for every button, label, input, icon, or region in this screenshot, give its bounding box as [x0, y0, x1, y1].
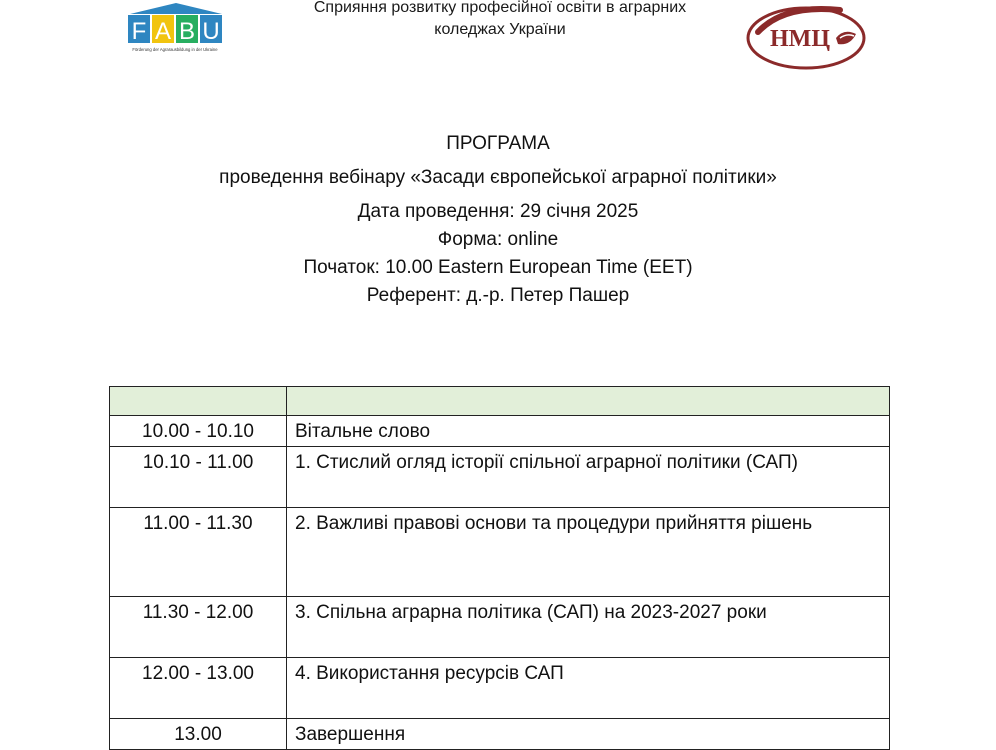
row-topic: 1. Стислий огляд історії спільної аграрної політики (САП)	[287, 447, 890, 508]
event-format: Форма: online	[437, 229, 559, 250]
table-row	[110, 719, 890, 750]
table-row	[110, 658, 890, 719]
fabu-letter-f: F	[131, 18, 147, 45]
fabu-logo	[124, 2, 228, 54]
row-topic: 4. Використання ресурсів САП	[287, 658, 890, 719]
fabu-letter-b: B	[178, 18, 196, 45]
table-row	[110, 416, 890, 447]
org-header-line1: Сприяння розвитку професійної освіти в аграрних	[313, 0, 687, 16]
nmc-book-icon	[836, 32, 856, 45]
program-heading: ПРОГРАМА	[446, 133, 550, 154]
row-topic: Завершення	[287, 719, 890, 750]
event-start: Початок: 10.00 Eastern European Time (EET)	[303, 257, 693, 278]
row-time: 13.00	[110, 719, 287, 750]
org-header-line2: коледжах України	[434, 21, 566, 38]
event-date: Дата проведення: 29 січня 2025	[357, 201, 639, 222]
row-time: 10.00 - 10.10	[110, 416, 287, 447]
row-time: 11.30 - 12.00	[110, 597, 287, 658]
table-header-time	[110, 387, 287, 416]
fabu-caption: Förderung der Agrarausbildung in der Ukraine	[132, 47, 218, 52]
row-topic: Вітальне слово	[287, 416, 890, 447]
fabu-roof-icon	[130, 3, 222, 14]
fabu-letter-a: A	[154, 18, 172, 45]
table-row	[110, 597, 890, 658]
event-speaker: Референт: д.-р. Петер Пашер	[366, 285, 630, 306]
org-header	[280, 0, 720, 41]
table-header-row	[110, 387, 890, 416]
row-time: 12.00 - 13.00	[110, 658, 287, 719]
row-time: 11.00 - 11.30	[110, 508, 287, 597]
row-time: 10.10 - 11.00	[110, 447, 287, 508]
table-row	[110, 508, 890, 597]
row-topic: 3. Спільна аграрна політика (САП) на 2023-2027 роки	[287, 597, 890, 658]
row-topic: 2. Важливі правові основи та процедури прийняття рішень	[287, 508, 890, 597]
program-table	[109, 386, 890, 750]
table-header-topic	[287, 387, 890, 416]
program-title-block	[0, 132, 996, 310]
fabu-letter-u: U	[202, 18, 220, 45]
table-row	[110, 447, 890, 508]
nmc-logo	[744, 2, 872, 72]
webinar-subtitle: проведення вебінару «Засади європейської аграрної політики»	[219, 167, 777, 188]
nmc-logo-text: НМЦ	[770, 26, 830, 52]
